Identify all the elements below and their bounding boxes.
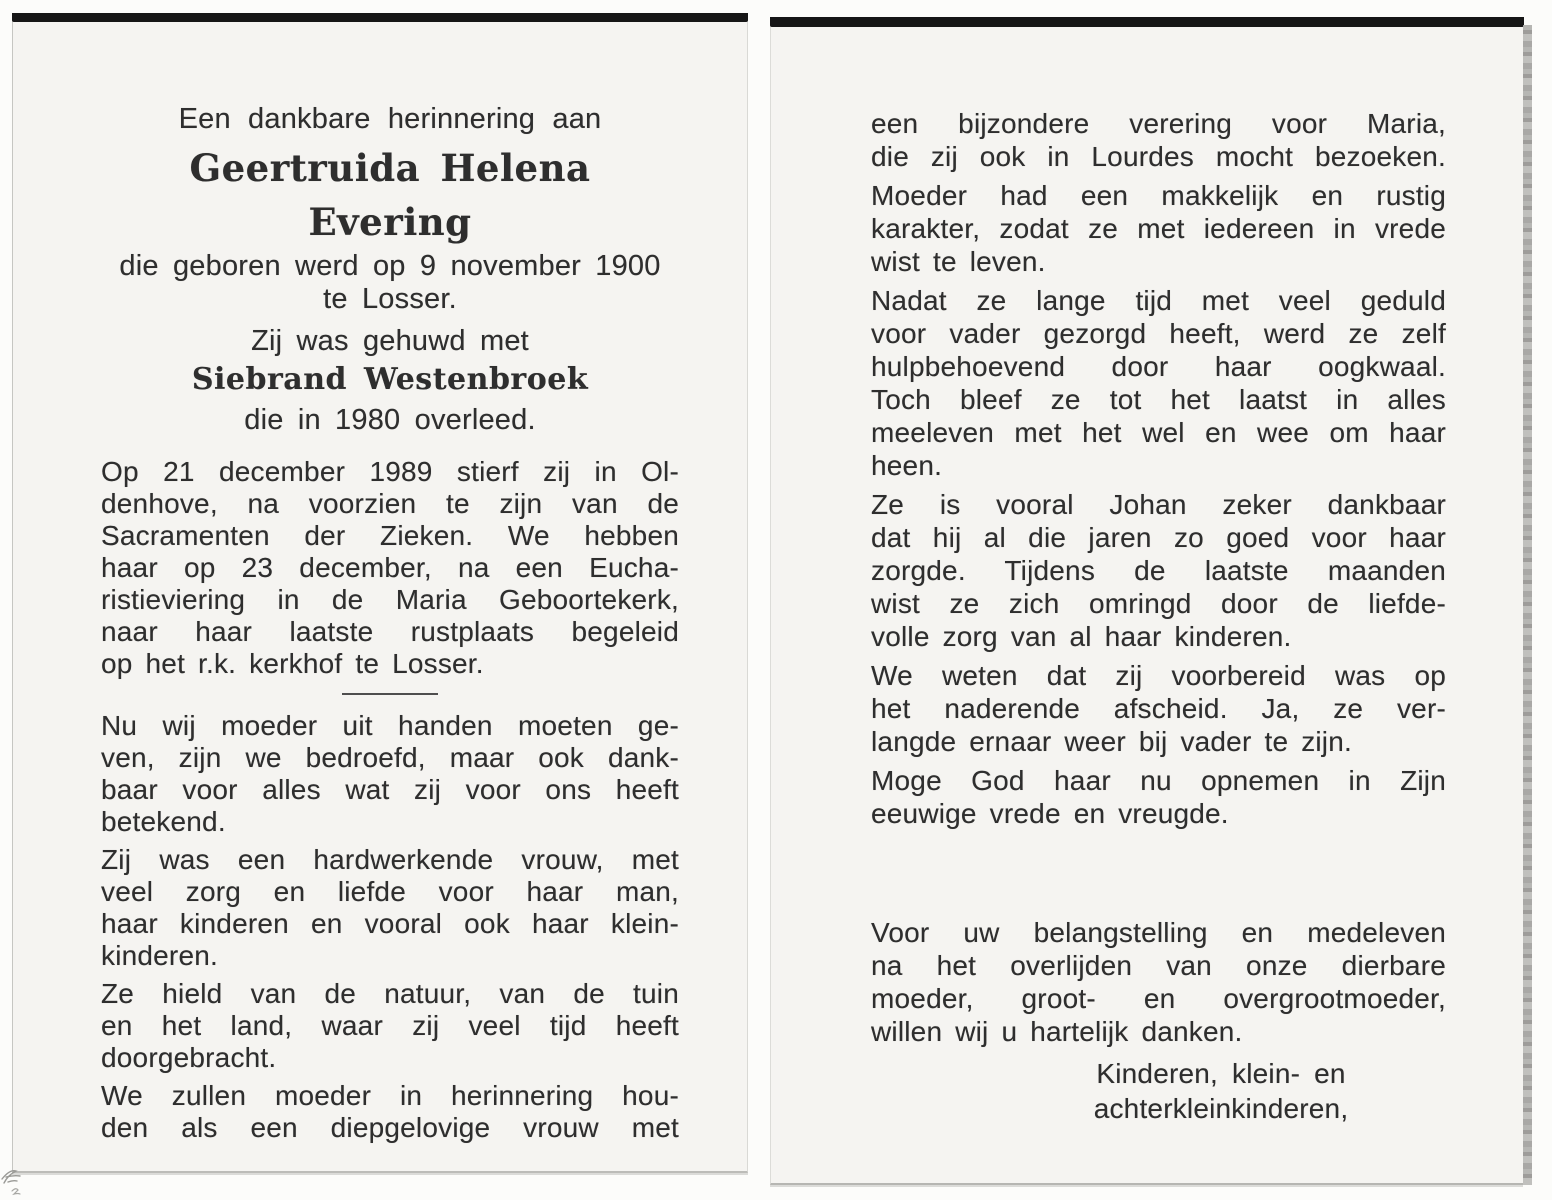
birth-line-2: te Losser. [323, 283, 457, 315]
text-line: veel zorg en liefde voor haar man, [101, 876, 679, 907]
text-line: moeder, groot- en overgrootmoeder, [871, 983, 1446, 1014]
signature-block [996, 1056, 1446, 1126]
text-line: Moge God haar nu opnemen in Zijn [871, 765, 1446, 796]
prayer-paragraph [871, 764, 1446, 830]
text-line: Ze is vooral Johan zeker dankbaar [871, 489, 1446, 520]
text-line: volle zorg van al haar kinderen. [871, 621, 1292, 652]
text-line: wist ze zich omringd door de liefde- [871, 588, 1446, 619]
text-line: kinderen. [101, 940, 218, 971]
text-line: op het r.k. kerkhof te Losser. [101, 648, 484, 679]
grief-paragraph [101, 710, 679, 838]
text-line: ven, zijn we bedroefd, maar ook dank- [101, 742, 679, 773]
page-edge-shadow [1523, 25, 1532, 1185]
marriage-intro-line: Zij was gehuwd met [251, 325, 529, 357]
text-line: Moeder had een makkelijk en rustig [871, 180, 1446, 211]
right-page-content [871, 107, 1446, 1126]
text-line: Nadat ze lange tijd met veel geduld [871, 285, 1446, 316]
text-line: langde ernaar weer bij vader te zijn. [871, 726, 1352, 757]
text-line: betekend. [101, 806, 226, 837]
text-line: den als een diepgelovige vrouw met [101, 1112, 679, 1143]
text-line: meeleven met het wel en wee om haar [871, 417, 1446, 448]
section-divider [342, 693, 438, 695]
text-line: doorgebracht. [101, 1042, 277, 1073]
text-line: naar haar laatste rustplaats begeleid [101, 616, 679, 647]
right-page-top-edge [770, 17, 1524, 27]
scan-artifact-mark [0, 1165, 40, 1199]
farewell-paragraph [871, 659, 1446, 758]
remembrance-paragraph [101, 1080, 679, 1144]
text-line: baar voor alles wat zij voor ons heeft [101, 774, 679, 805]
signature-line: Kinderen, klein- en [1096, 1058, 1346, 1089]
deceased-name: Geertruida Helena Evering [189, 146, 591, 244]
left-page-content [101, 101, 679, 1144]
text-line: Sacramenten der Zieken. We hebben [101, 520, 679, 551]
text-line: na het overlijden van onze dierbare [871, 950, 1446, 981]
text-line: zorgde. Tijdens de laatste maanden [871, 555, 1446, 586]
character-paragraph [871, 179, 1446, 278]
text-line: voor vader gezorgd heeft, werd ze zelf [871, 318, 1446, 349]
text-line: hulpbehoevend door haar oogkwaal. [871, 351, 1446, 382]
text-line: die zij ook in Lourdes mocht bezoeken. [871, 141, 1446, 172]
text-line: Ze hield van de natuur, van de tuin [101, 978, 679, 1009]
text-line: haar op 23 december, na een Eucha- [101, 552, 679, 583]
text-line: willen wij u hartelijk danken. [871, 1016, 1243, 1047]
signature-line: achterkleinkinderen, [1093, 1093, 1349, 1124]
text-line: heen. [871, 450, 943, 481]
text-line: We zullen moeder in herinnering hou- [101, 1080, 679, 1111]
right-page [770, 17, 1523, 1185]
text-line: eeuwige vrede en vreugde. [871, 798, 1229, 829]
johan-paragraph [871, 488, 1446, 653]
text-line: karakter, zodat ze met iedereen in vrede [871, 213, 1446, 244]
hardworking-paragraph [101, 844, 679, 972]
text-line: een bijzondere verering voor Maria, [871, 108, 1446, 139]
text-line: het naderende afscheid. Ja, ze ver- [871, 693, 1446, 724]
text-line: Toch bleef ze tot het laatst in alles [871, 384, 1446, 415]
text-line: Op 21 december 1989 stierf zij in Ol- [101, 456, 679, 487]
spouse-death-line: die in 1980 overleed. [244, 404, 536, 436]
nature-paragraph [101, 978, 679, 1074]
text-line: Nu wij moeder uit handen moeten ge- [101, 710, 679, 741]
spouse-name: Siebrand Westenbroek [191, 362, 589, 397]
care-paragraph [871, 284, 1446, 482]
text-line: We weten dat zij voorbereid was op [871, 660, 1446, 691]
thanks-paragraph [871, 916, 1446, 1048]
text-line: ristieviering in de Maria Geboortekerk, [101, 584, 679, 615]
death-announcement-paragraph [101, 456, 679, 680]
text-line: Voor uw belangstelling en medeleven [871, 917, 1446, 948]
left-page [12, 13, 748, 1173]
maria-paragraph [871, 107, 1446, 173]
left-page-top-edge [12, 13, 748, 22]
intro-line: Een dankbare herinnering aan [178, 103, 602, 135]
text-line: dat hij al die jaren zo goed voor haar [871, 522, 1446, 553]
text-line: wist te leven. [871, 246, 1046, 277]
text-line: denhove, na voorzien te zijn van de [101, 488, 679, 519]
text-line: en het land, waar zij veel tijd heeft [101, 1010, 679, 1041]
text-line: Zij was een hardwerkende vrouw, met [101, 844, 679, 875]
birth-line-1: die geboren werd op 9 november 1900 [119, 250, 661, 282]
text-line: haar kinderen en vooral ook haar klein- [101, 908, 679, 939]
